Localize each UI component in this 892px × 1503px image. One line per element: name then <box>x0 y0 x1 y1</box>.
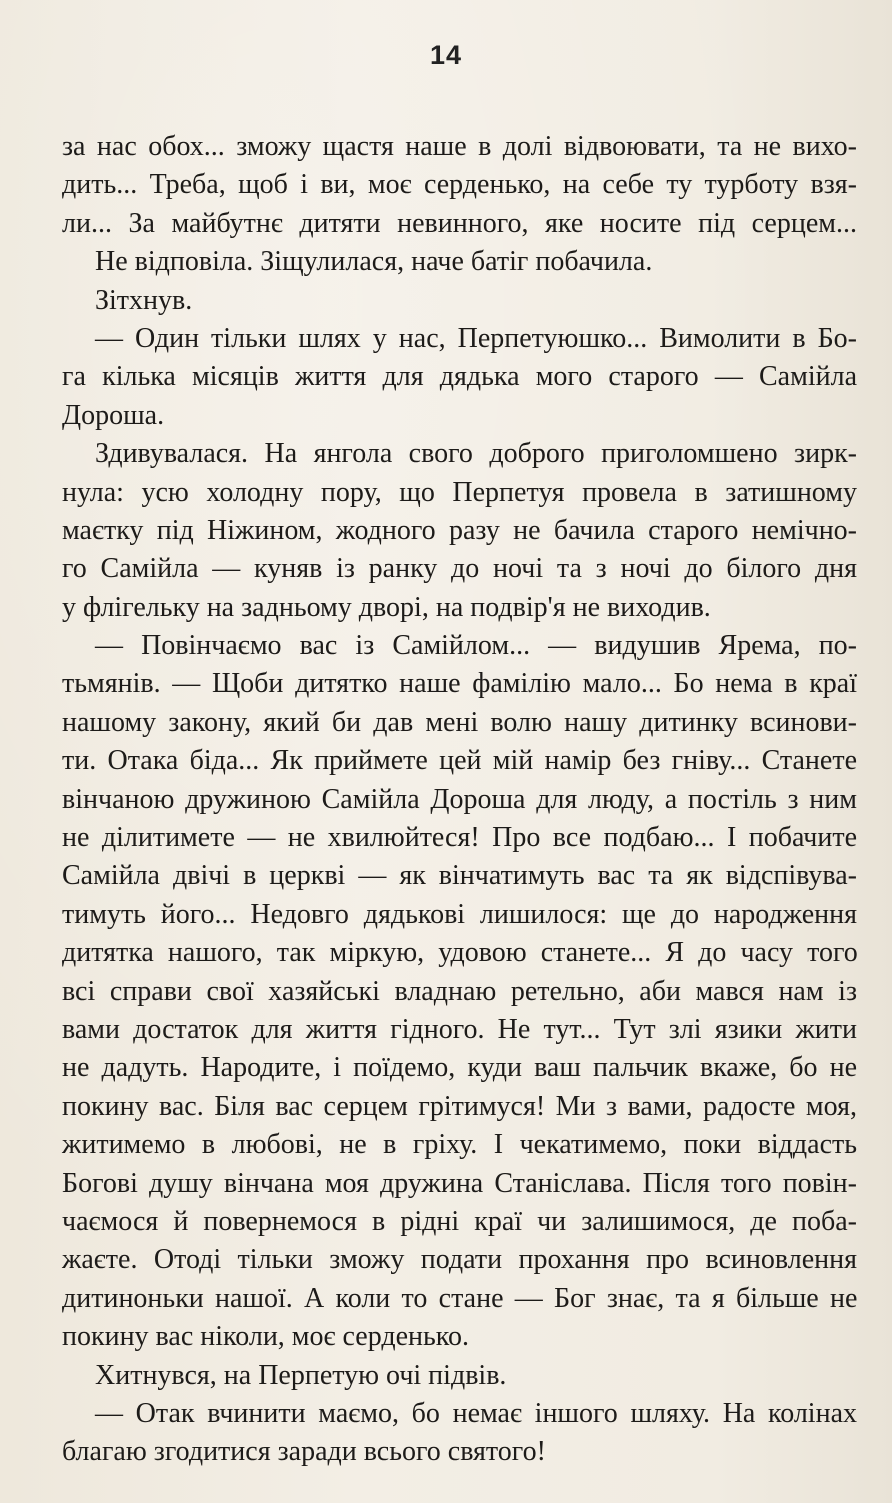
text-line: чаємося й повернемося в рідні краї чи залишимося, де поба- <box>62 1205 857 1237</box>
text-line: вами достаток для життя гідного. Не тут... Тут злі язики жити <box>62 1013 857 1045</box>
text-line: га кілька місяців життя для дядька мого старого — Самійла <box>62 361 857 393</box>
body-text <box>62 128 857 1472</box>
text-line: не ділитимете — не хвилюйтеся! Про все подбаю... І побачите <box>62 822 857 854</box>
text-line: нашому закону, який би дав мені волю нашу дитинку всинови- <box>62 706 857 738</box>
text-line: — Один тільки шлях у нас, Перпетуюшко... Вимолити в Бо- <box>95 322 857 354</box>
text-line: у флігельку на задньому дворі, на подвір'я не виходив. <box>62 591 711 623</box>
text-line: всі справи свої хазяйські владнаю ретельно, аби мався нам із <box>62 975 857 1007</box>
text-line: дить... Треба, щоб і ви, моє серденько, на себе ту турботу взя- <box>62 169 857 201</box>
text-line: тьмянів. — Щоби дитятко наше фамілію мало... Бо нема в краї <box>62 668 857 700</box>
text-line: го Самійла — куняв із ранку до ночі та з ночі до білого дня <box>62 553 857 585</box>
text-line: — Повінчаємо вас із Самійлом... — видушив Ярема, по- <box>95 630 857 662</box>
text-line: нула: усю холодну пору, що Перпетуя провела в затишному <box>62 476 857 508</box>
text-line: Богові душу вінчана моя дружина Станіслава. Після того повін- <box>62 1167 857 1199</box>
text-line: за нас обох... зможу щастя наше в долі відвоювати, та не вихо- <box>62 131 857 162</box>
text-line: не дадуть. Народите, і поїдемо, куди ваш пальчик вкаже, бо не <box>62 1052 857 1084</box>
text-line: покину вас. Біля вас серцем грітимуся! Ми з вами, радосте моя, <box>62 1090 857 1122</box>
text-line: — Отак вчинити маємо, бо немає іншого шляху. На колінах <box>95 1397 857 1429</box>
text-line: благаю згодитися заради всього святого! <box>62 1436 546 1468</box>
text-line: Самійла двічі в церкві — як вінчатимуть вас та як відспівува- <box>62 860 857 892</box>
text-line: покину вас ніколи, моє серденько. <box>62 1321 469 1353</box>
page-number: 14 <box>429 40 463 70</box>
text-line: ти. Отака біда... Як приймете цей мій намір без гніву... Станете <box>62 745 857 777</box>
text-line: Здивувалася. На янгола свого доброго приголомшено зирк- <box>95 438 857 470</box>
text-line: маєтку під Ніжином, жодного разу не бачила старого немічно- <box>62 514 857 546</box>
text-line: вінчаною дружиною Самійла Дороша для люду, а постіль з ним <box>62 783 857 815</box>
text-line: Зітхнув. <box>95 284 193 316</box>
text-line: жаєте. Отоді тільки зможу подати прохання про всиновлення <box>62 1244 857 1276</box>
text-line: Дороша. <box>62 399 165 431</box>
text-line: Не відповіла. Зіщулилася, наче батіг побачила. <box>95 246 653 278</box>
text-line: Хитнувся, на Перпетую очі підвів. <box>95 1359 507 1391</box>
text-line: тимуть його... Недовго дядькові лишилося: ще до народження <box>62 898 857 930</box>
text-line: ли... За майбутнє дитяти невинного, яке носите під серцем... <box>62 207 857 239</box>
text-line: житимемо в любові, не в гріху. І чекатимемо, поки віддасть <box>62 1129 857 1161</box>
text-line: дитиноньки нашої. А коли то стане — Бог знає, та я більше не <box>62 1282 857 1314</box>
text-line: дитятка нашого, так міркую, удовою станете... Я до часу того <box>62 937 857 969</box>
